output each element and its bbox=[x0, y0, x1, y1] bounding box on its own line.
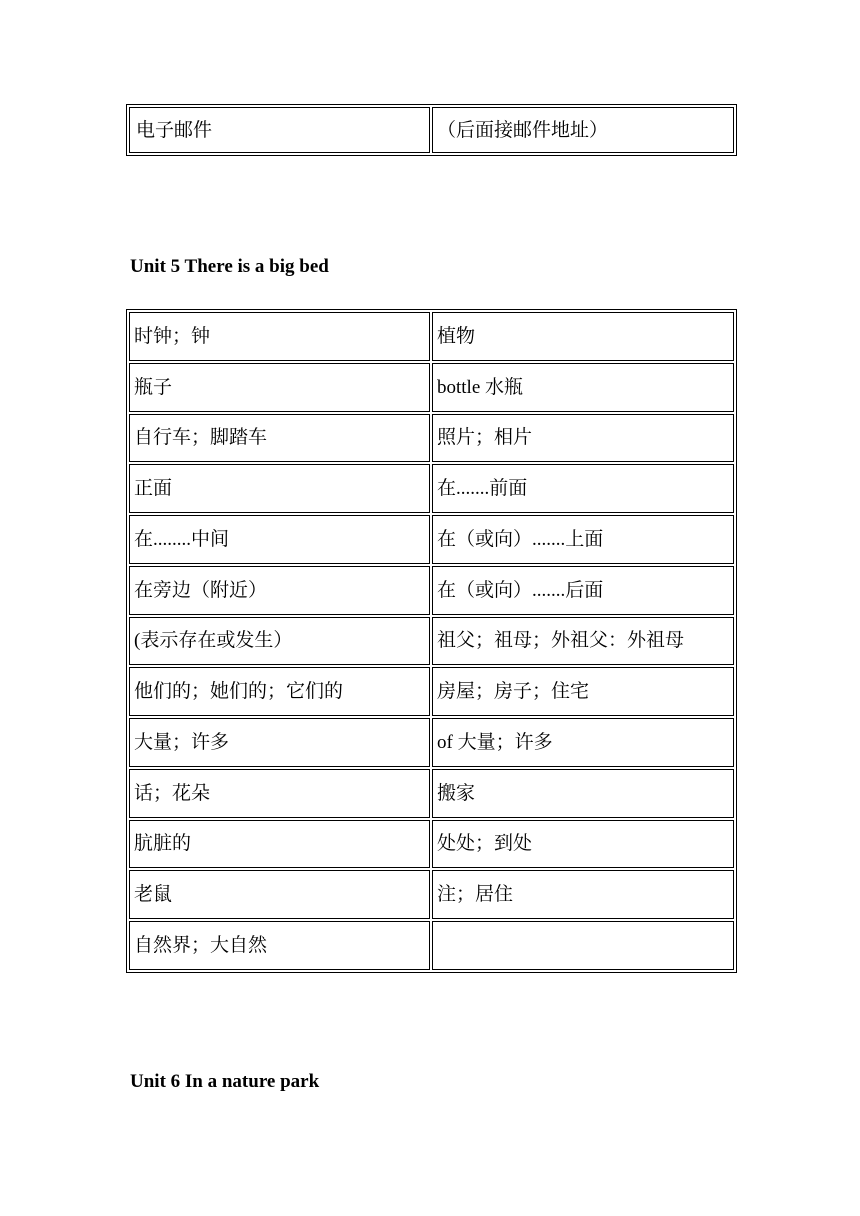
table-row bbox=[129, 617, 734, 666]
table-cell-left: 在........中间 bbox=[129, 515, 430, 564]
table-cell-right: 照片；相片 bbox=[432, 414, 734, 463]
table-row bbox=[129, 464, 734, 513]
table-cell-left: 自行车；脚踏车 bbox=[129, 414, 430, 463]
table-row bbox=[129, 566, 734, 615]
unit6-heading: Unit 6 In a nature park bbox=[130, 1071, 320, 1092]
table-cell-left: 在旁边（附近） bbox=[129, 566, 430, 615]
table-row bbox=[129, 870, 734, 919]
table-row bbox=[129, 414, 734, 463]
table-cell-left: (表示存在或发生） bbox=[129, 617, 430, 666]
vocab-table-email bbox=[126, 104, 737, 156]
table-cell-left: 他们的；她们的；它们的 bbox=[129, 667, 430, 716]
table-cell-left: 大量；许多 bbox=[129, 718, 430, 767]
table-row bbox=[129, 820, 734, 869]
table-cell-right: 注；居住 bbox=[432, 870, 734, 919]
table-cell-right: 处处；到处 bbox=[432, 820, 734, 869]
table-cell-right: 在（或向）.......上面 bbox=[432, 515, 734, 564]
table-row bbox=[129, 312, 734, 361]
table-cell-right: bottle 水瓶 bbox=[432, 363, 734, 412]
table-row bbox=[129, 921, 734, 970]
table-row bbox=[129, 515, 734, 564]
table-cell-left: 正面 bbox=[129, 464, 430, 513]
table-cell-right: 在.......前面 bbox=[432, 464, 734, 513]
table-cell-left: 时钟；钟 bbox=[129, 312, 430, 361]
table-cell-right: （后面接邮件地址） bbox=[432, 107, 734, 153]
table-cell-left: 瓶子 bbox=[129, 363, 430, 412]
vocab-table-unit5 bbox=[126, 309, 737, 973]
table-cell-right: 房屋；房子；住宅 bbox=[432, 667, 734, 716]
table-row bbox=[129, 667, 734, 716]
table-cell-right: 搬家 bbox=[432, 769, 734, 818]
table-cell-right: of 大量；许多 bbox=[432, 718, 734, 767]
table-cell-left: 肮脏的 bbox=[129, 820, 430, 869]
table-cell-right: 植物 bbox=[432, 312, 734, 361]
table-cell-left: 电子邮件 bbox=[129, 107, 430, 153]
table-row bbox=[129, 718, 734, 767]
table-cell-left: 话；花朵 bbox=[129, 769, 430, 818]
table-cell-right bbox=[432, 921, 734, 970]
table-cell-right: 在（或向）.......后面 bbox=[432, 566, 734, 615]
table-cell-left: 自然界；大自然 bbox=[129, 921, 430, 970]
table-row bbox=[129, 363, 734, 412]
table-cell-left: 老鼠 bbox=[129, 870, 430, 919]
table-row bbox=[129, 107, 734, 153]
unit5-heading: Unit 5 There is a big bed bbox=[130, 256, 329, 277]
table-row bbox=[129, 769, 734, 818]
table-cell-right: 祖父；祖母；外祖父：外祖母 bbox=[432, 617, 734, 666]
